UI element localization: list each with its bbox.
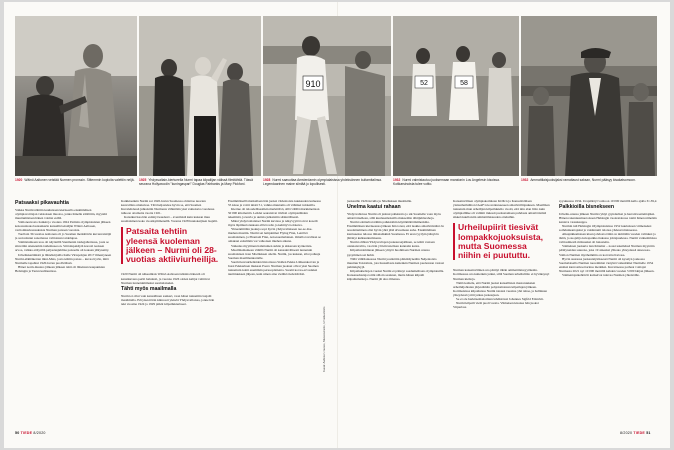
pull-quote: Urheilupiirit tiesivät lompakkojuoksuista, mutta Suomessa niihin ei puututtu. [453, 223, 551, 260]
paragraph: Nurmen kansainvälinen ura päättyi tähän ammattilaissyytöksiin. Kotimaassa ura kuitenkin jatkui, sillä Suomen urheiluliitto ei hyväksynyt Nurmen kieltoja. [453, 268, 550, 281]
paragraph: Yhdysvalloissa Nurmi oli jasinut palkkiotta jo sik Suomelle vaan myös amatööriselleen, sillä kuulusamoksilla maksettiin tähtijuhlarahoja. [347, 212, 441, 221]
photo-caption: 1920 Wäinö Aaltonen veistää Nurmen pronssin. Sittemmin kopioita valettiin neljä. [15, 178, 135, 182]
text-column-4 [347, 199, 445, 425]
photo-amsterdam [263, 16, 391, 176]
paragraph: Kaikkiaankin Nurmi sai 1920-luvun Suomessa ohitattaa nuorten kauvaillan omakuvaa. Tätä heijastelee hyvin se, että Suomen Kuvalehdessä julkaistiin Nurmesta vähintään yksi vakiokuva vuodessa tulkoon ottamatta vuotta 1921. [121, 199, 215, 216]
paragraph: Nurmi kilpaili vielä puoli vuotta. Viimeisen kisansa hän juoksi Viipurissa [453, 300, 539, 309]
paragraph: Kansikuvissa hän esiintyi kaudesti – avenmistä kuin kukaan muu suomalainen koko vuosikymmenellä. Vuonna 1928 huutoketjisen laajalti. [121, 215, 218, 224]
photo-los-angeles [393, 16, 519, 176]
paragraph: Se ei ole harkitsemattomien lehdistössä Johannes Sigfrid Edström. [456, 296, 544, 301]
subheading: Patsaaksi pikavauhtia [15, 200, 69, 206]
magazine-name: TIEDE [633, 431, 645, 435]
folio-right [620, 431, 651, 435]
paragraph: Valtioneuvosto hankki jo vuonna 1924 Pariisin olympialaisten jälkeen kokotaulaokolosiaankarin kansallisveistäjän Wäinö Aaltosen, vartiomisuhostauksista Nurmen patsaan vuosista. [15, 220, 111, 233]
pull-quote: Patsaita tehtiin yleensä kuoleman jälkeen – Nurmi oli 28-vuotias aktiiviurheilija. [121, 227, 219, 264]
folio-left [15, 431, 46, 435]
photo-hollywood [139, 16, 261, 176]
paragraph: Hyvin suuressa juoksunäytöksessä Nurmi oli kyselyn joukossa Suomalaisella Nurmen tuoreimmat vietyinä vaikuttimet Nurmelle 1954 ensiksi kierrosmoottorinsa merkiksi. Kuvattaessa parhaat voittajat Nurmesta 2021 nyt 10 000 metrillä kahden vuoden 5 000 lahjan jälkeen. [559, 256, 655, 273]
paragraph: Kansainvälisen olympiakomitean KOK:n ja Kansainvälisen yleisurheiluliiton IAAF:n koventuneeseen amatöörilinjauksen. Maailman tunnetuin mun urheilijan kilpailukielto vuotti, että niin alan liitto kuin olympialliike oli valmiit tiukasti puolustamaan puhdasta amatöörismiä sikkeä kuulloisiin ammattilaisuuden otteluihin. [453, 199, 550, 220]
photo-caption: 1925 Yhdysvaltain-kiertueella Nurmi tapaa kilpailijan välissä filmitähtiä. Tässä seurana Hollywoodin "kuningaspari" Douglas Fairbanks ja Mary Pickford. [139, 178, 253, 186]
issue-number: 8/2020 [33, 431, 46, 435]
photo-credit: Kuvat: Aaltosen museo, Museovirasto, Urheiluarkisto [322, 306, 326, 372]
paragraph: Valkka Nurmi nähtiin kuuluisaan kiertueella ensimmäisen olympiavoittajan veistoksen muotoa, jonka hänelle säilöttiin, myyntiä muuttumistaan hänen voimat esillä. [15, 208, 107, 221]
magazine-spread [4, 2, 670, 448]
paragraph: Valmeinen juokurta tien ilmamat – nousi tekemässä Nurmen myyntiin päättyneiden suurena, joka 19 aineeksi ylikoko yhteydessä ainesosaa. Valtion Nurmen myöhemmin on korvattu Kuvasa. [559, 244, 655, 257]
page-number: 51 [646, 431, 651, 435]
paragraph: Nurmi sohtiaritai näihin palkkioihin käyttämättömämerkitte. Ensimmäisen kiertueensa jälkeen hän totesi, että tuakka amatöörisäänt ön noudattaminen olisi hyvin yhtä jäää ulvsamaan auha. Ensimmäinen kiertueensa tulossa ilmansäkkinä Suomessa. Ei uran tyydyin jäänytön jättänyt kulkuuntumisesta. [347, 220, 444, 241]
paragraph: Nurmi ei ollut vain kansallinen sankari, vaan hänet tunnettiin laajalti maailmalla. Erityisesti hän kiinnosti yleisöä Yhdysvalloissa, jonne hän teki vuosina 1924 ja 1929 pitkät kilpailukiertueet. [121, 293, 215, 306]
text-column-3 [228, 199, 322, 425]
paragraph: Kiertue oli taloudellisestikin merkittävä, sillä välillä markkinettaan 50 000 kilometriä. Lehdet seuraisivat tiiviisti olympiatähden tekemisiä, ja kuvia ja uutisia julkaistiin säännöllisesti. [228, 207, 320, 220]
subheading: Tähti myös maailmalla [121, 285, 177, 292]
paragraph: Tuolloin 30-vuotias Aaltonen oli jo Suomen merkittävin kuvanveistäjä ja saavuttanut sanomassa valtioisten taidelupaa. [15, 232, 112, 241]
text-column-6 [559, 199, 658, 425]
text-column-1 [15, 199, 113, 425]
paragraph: Nurmi olihlan Yhdysvaltojen juoksuraajallinen, se tehtii vastaan olennaisvaltio, vaa hän yli kiivastelisen kannatin kanta. [347, 240, 435, 249]
paragraph: Miksi yhdysvaltalaiset Nurmi kuvissa ja näkyvyyttä toivat koseili myös läpimurtotuskaan elävä radio ja kehittyvä elokuva. [228, 219, 318, 228]
paragraph: Yhteenmittäin juokuja sopi hyvin yhdysvaltaiseen tee-se-itse-miehen mustiin. Nurmi sai lempinimet Flying Finn, Lentävä suomalainen, ja Phantom Finn, Aavesuomalainen. Omalla tavallaan se omaksui esitelmän var valkoisen miehen aikana. [228, 227, 321, 244]
svg-text:58: 58 [460, 80, 468, 87]
photo-caption: 1932 Nurmi valmistautuu juoksemaan maratonin Los Angelesin kisoissa. Kotikarsinoista tulee voitto. [393, 178, 500, 186]
paragraph: Maailmamaineen vääillä Nurmi oli kansainvälisesti tunnetuin suomalaisen Jean Sibeliuksen ohella. Nurmi, jos kukaan, siloi polkuja Suomen maailmankartalle. [228, 247, 321, 260]
photo-caption: 1928 Nurmi saavuttaa Amsterdamin olympialaisissa yhdeksännen kultamitalinsa. Legendaarinen maine siintää jo lopullisesti. [263, 178, 382, 186]
paragraph: Tämä kohtelu, että Nurmi juoksi kansallisten mestaruuksien urheiluljohtaien järjestämän pohjoismaisten kilpailujen jälkeen. Kotimaisissa kilpailuissa Nurmi taistasi vuosina yhä rahaa, ja hallinnan yhteydessä yritti jatkaa juoksujaan. [453, 280, 548, 297]
paragraph: Tällä välitilanteessa Nurmi jouduttiin pätkittäyneiäin Neljentoista muuttuu Tokiotinta, jota huusallasta kuitenkin Nurmen puolestaan vastasi puhitekykyjä. [347, 256, 444, 269]
paragraph: Urheilu-uransa jälkeen Nurmi ryhtyi grynderiksi ja herrainvaatteittajiksi. Hänen rakennusmuotoisaan Helsingin vuokratalossa toimi hänen nimeään kantava vaatekauppa. [559, 212, 657, 225]
paragraph: Valmentajantehtävät kaitseivat tulevaa Nurmen yhteisöille. [562, 272, 640, 277]
subheading: Unelma kaatui rahaan [347, 204, 401, 211]
paragraph: Alkupäkkamaisen kisan johdosta tämä on nimittäin vuoden valituksi ja tämä, ja suojelija kuvapaikka tiukassa johtajuudessa. Nurmi vanhemmissa valtiosmiestä mittauaksi oli lunastettu. [559, 232, 657, 245]
paragraph: Nurmin tuli Helsingin Olympialaisissa 1952 kuuluisaan viimeiseksi soihdunkantajaksi ja vakiinnutti talonsa yhdessä maineessa. [559, 224, 652, 233]
photo-caption: 1932 Ammattilaisjuoksijaksi ramaitaust saksan, Nurmi pääsyy kisakatsomoon. [521, 178, 636, 182]
subheading: Palkkioilla bisnekseen [559, 204, 615, 211]
text-column-5 [453, 199, 551, 425]
paragraph: Kilpailutoiminnan jälkeen ylityöt huolimaan Nurmen uransa pysyminen sai huhti. [347, 248, 430, 257]
caption-row [15, 178, 657, 192]
svg-text:52: 52 [420, 80, 428, 87]
paragraph: Valmistuttuaan teos oli näytteillä Stenmanin taidegalleriassa, josta se siirrettiin Ateneumin taidemuseoon. Siirtolupakäytä korosti teoksen arvoa, valkka ettäyriltä paljastusjuhlina patsaalle oli kokaan jäätyneitty. [15, 240, 110, 253]
text-column-2 [121, 199, 219, 425]
magazine-name: TIEDE [20, 431, 33, 435]
page-number: 50 [15, 431, 20, 435]
photo-sculptor [15, 16, 137, 176]
paragraph: Hänet norm-muutos jälkeen jälkeen tahti oli läheisten kaupunkien Helsingin ja Turun kulttuurissa. [15, 264, 105, 273]
paragraph: Ensimmäisellä matkallaan hän juoksi viidentoista kuukauden kuluessa 55 kisaa ja voitti niistä 51, valkka muutama oli vähäiset tuloksilla. [228, 199, 321, 208]
paragraph: juoksuille 1920-luvulla ja Sibeliuksen musiikille. [347, 199, 412, 203]
photo-spectator [521, 16, 657, 176]
paragraph: Vaikutus myytiinen haluttuinen suhde ja ahkeraan kyökerista. [231, 243, 313, 248]
paragraph: Kilpailukieltojen vuoksi Nurmi ei päässyt saadumeiltaan olympiatuilla. Kansanedustaja toimi silloin saatunet, mutta hänen kilpaili kilpailumatkoja. Nurmi jäi ulos ilmansa. [347, 268, 445, 281]
photo-strip [15, 16, 657, 176]
paragraph: 1920 Nurmi oli näkeamisis Wäinö Aaltosen tulkinta hänestä oli kansikuvana periti halulesti, ja vuonna 1926 ololen kaltjat valittivat Nurmen tunnetuimmaksi suomalaiseksi. [121, 272, 210, 285]
svg-text:910: 910 [305, 79, 321, 89]
paragraph: Suomi kuvaurheileiden historiassa Sidden Pekka Lähteenkorvan ja Jussi Pekkarinen mukaan Paavo Nurmen juoksut olivat yksi Suomen tunnettuin kohti enemmän perusoplatienta. Suomi kovaa-arvostuksi nurmiuuksen jäljeen, kuin sänen aina vieläkö tiedettävästi. [228, 259, 320, 276]
paragraph: syyskuussa 1934. Urapäätöyl voittoon 10 000 metrillä kello ajalla 31.39,2. [559, 199, 658, 203]
issue-number: 8/2020 [620, 431, 633, 435]
paragraph: Urheilukerämistä ja lähnökirjoilla Kalle Virtapohjan 2017 ilmestyneen Nurmi-elämäkerran mini-Mats, josta tehtiin patsas – kuvaa hyvin, mitä Nurmelle tapahtui 1920-luvun puolivälissä. [15, 252, 112, 265]
